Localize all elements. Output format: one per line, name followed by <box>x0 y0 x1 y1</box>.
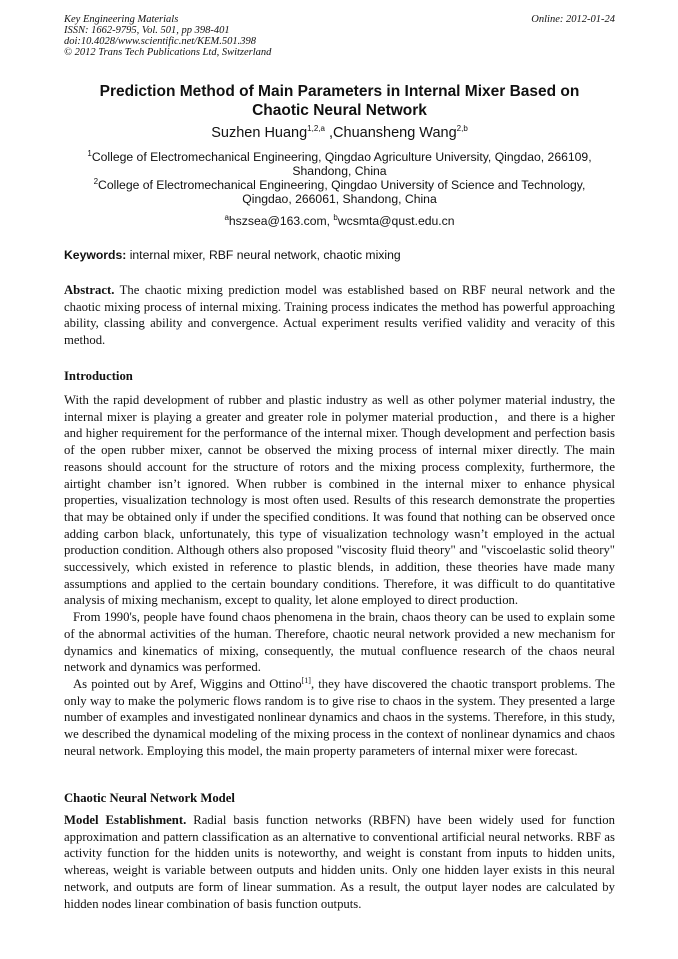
online-date: Online: 2012-01-24 <box>531 14 615 25</box>
paper-title <box>64 82 615 120</box>
paragraph <box>64 676 615 760</box>
abstract-text: The chaotic mixing prediction model was established based on RBF neural network and the chaotic mixing process of internal mixing. Training process indicates the method has powerful approaching ability, classing ability and convergence. Actual experiment results verified validity and veracity of this method. <box>64 283 615 348</box>
title-line-2: Chaotic Neural Network <box>252 102 427 119</box>
author-name: Suzhen Huang <box>211 125 308 141</box>
journal-name: Key Engineering Materials <box>64 14 179 25</box>
email-superscript: b <box>333 212 338 222</box>
author-superscript: 2,b <box>456 124 468 134</box>
affiliation-2 <box>64 178 615 206</box>
email-link[interactable]: wcsmta@qust.edu.cn <box>337 214 455 228</box>
keywords <box>64 248 615 263</box>
abstract-label: Abstract. <box>64 283 115 297</box>
email-link[interactable]: hszsea@163.com, <box>228 214 334 228</box>
author-superscript: 1,2,a <box>307 124 325 134</box>
doi-line: doi:10.4028/www.scientific.net/KEM.501.398 <box>64 36 256 47</box>
abstract <box>64 282 615 349</box>
affiliation-line: Shandong, China <box>292 164 387 178</box>
paragraph: From 1990's, people have found chaos phenomena in the brain, chaos theory can be used to explain some of the abnormal activities of the human. Therefore, chaotic neural network provided a new mechanism for dynamics and kinematics of mixing, consequently, the mutual confluence research of the chaos neural network and dynamics was performed. <box>64 610 615 675</box>
section-heading-introduction: Introduction <box>64 369 133 383</box>
affiliation-line: College of Electromechanical Engineering, Qingdao Agriculture University, Qingdao, 266109, <box>91 150 592 164</box>
issn-line: ISSN: 1662-9795, Vol. 501, pp 398-401 <box>64 25 230 36</box>
affiliation-line: Qingdao, 266061, Shandong, China <box>242 192 437 206</box>
citation-ref[interactable]: [1] <box>301 675 311 685</box>
section-heading-chaotic-neural-network-model: Chaotic Neural Network Model <box>64 791 235 805</box>
author-separator: , <box>324 125 334 141</box>
subsection-label: Model Establishment. <box>64 813 187 827</box>
affiliations <box>64 150 615 206</box>
author-list <box>64 124 615 142</box>
keywords-label: Keywords: <box>64 248 127 262</box>
introduction-body <box>64 392 615 759</box>
affiliation-1 <box>64 150 615 178</box>
author-name: Chuansheng Wang <box>333 125 457 141</box>
page-header <box>64 14 615 58</box>
copyright-line: © 2012 Trans Tech Publications Ltd, Switzerland <box>64 47 272 58</box>
affiliation-superscript: 1 <box>87 148 92 158</box>
emails <box>64 214 615 228</box>
title-line-1: Prediction Method of Main Parameters in Internal Mixer Based on <box>99 83 580 100</box>
paragraph: With the rapid development of rubber and plastic industry as well as other polymer material industry, the internal mixer is playing a greater and greater role in polymer material production，and there is a higher and higher requirement for the performance of the internal mixer. Though development and perfection basis of the open rubber mixer, cannot be observed the mixing process of internal mixer directly. The main reasons should account for the structure of rotors and the mixing process complexity, furthermore, the airtight chamber isn’t ignored. When rubber is combined in the internal mixer to enhance physical properties, visualization technology is most often used. Results of this research demonstrate the properties that may be obtained only if under the specified conditions. It was found that nothing can be observed once adding carbon black, unfortunately, this type of visualization technology wasn’t employed in the actual production condition. Although others also proposed "viscosity fluid theory" and "viscoelastic solid theory" successively, which existed in reference to plastic blends, in addition, these theories have made many assumptions and applied to the certain boundary conditions. Therefore, it was difficult to do quantitative analysis of mixing mechanism, except to quality, let alone employed to direct production. <box>64 393 615 608</box>
affiliation-line: College of Electromechanical Engineering, Qingdao University of Science and Technology, <box>98 178 586 192</box>
paragraph-text: As pointed out by Aref, Wiggins and Ottino <box>73 676 302 691</box>
model-establishment-paragraph <box>64 812 615 912</box>
paragraph-text: , they have discovered the chaotic transport problems. The only way to make the polymeric flows random is to give rise to chaos in the system. They presented a large number of examples and investigated nonlinear dynamics and chaos in the systems. Therefore, in this study, we described the dynamical modeling of the mixing process in the context of nonlinear dynamics and chaos neural network. Employing this model, the main property parameters of internal mixer were forecast. <box>64 676 615 758</box>
affiliation-superscript: 2 <box>93 176 99 186</box>
paragraph-text: Radial basis function networks (RBFN) have been widely used for function approximation and pattern classification as an alternative to conventional artificial neural networks. RBF as activity function for the hidden units is noteworthy, and weight is constant from inputs to hidden units, whereas, weight is variable between outputs and hidden units. Only one hidden layer exists in this neural network, and outputs are form of linear summation. As a result, the output layer nodes are calculated by hidden nodes linear combination of basis function outputs. <box>64 813 615 911</box>
keywords-text: internal mixer, RBF neural network, chaotic mixing <box>126 248 401 262</box>
email-superscript: a <box>224 212 229 222</box>
